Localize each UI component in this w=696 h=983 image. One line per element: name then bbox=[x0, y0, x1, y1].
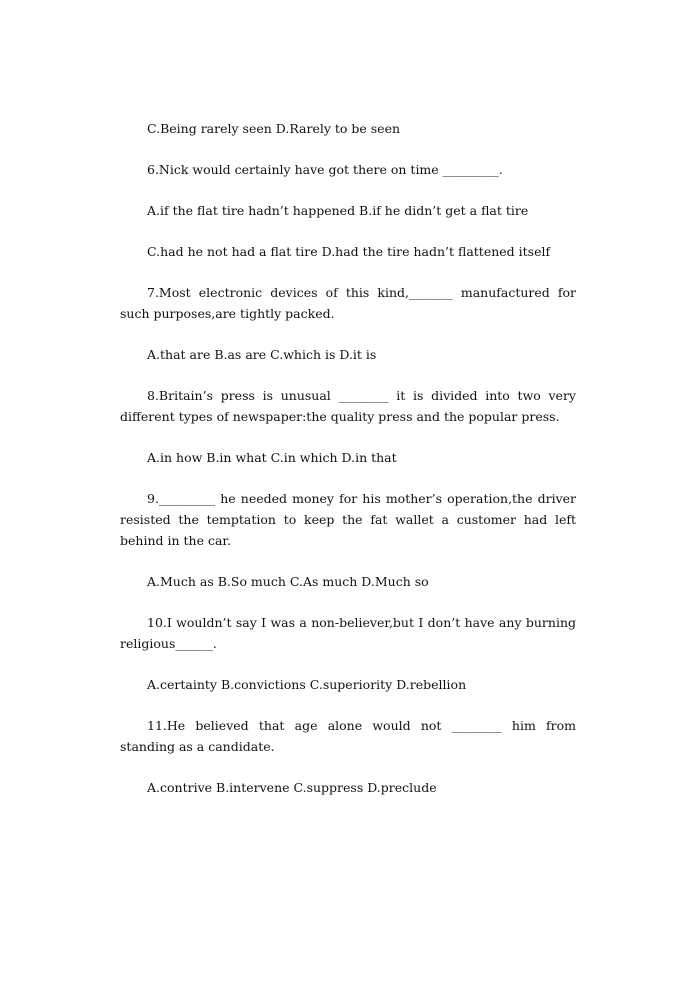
option-line-8: A.in how B.in what C.in which D.in that bbox=[147, 450, 397, 465]
option-line-5-cd: C.Being rarely seen D.Rarely to be seen bbox=[147, 121, 401, 136]
option-line-6-ab: A.if the flat tire hadn’t happened B.if he didn’t get a flat tire bbox=[147, 203, 529, 218]
question-10: 10.I wouldn’t say I was a non-believer,but I don’t have any burning religious______. bbox=[120, 615, 580, 651]
question-11: 11.He believed that age alone would not ________ him from standing as a candidate. bbox=[120, 718, 580, 754]
question-7: 7.Most electronic devices of this kind,_______ manufactured for such purposes,are tightly packed. bbox=[120, 285, 580, 321]
option-line-11: A.contrive B.intervene C.suppress D.preclude bbox=[147, 780, 437, 795]
option-line-10: A.certainty B.convictions C.superiority D.rebellion bbox=[147, 677, 467, 692]
question-8: 8.Britain’s press is unusual ________ it is divided into two very different types of newspaper:the quality press and the popular press. bbox=[120, 388, 580, 424]
option-line-6-cd: C.had he not had a flat tire D.had the tire hadn’t flattened itself bbox=[147, 244, 551, 259]
option-line-9: A.Much as B.So much C.As much D.Much so bbox=[147, 574, 429, 589]
document-body bbox=[120, 118, 580, 818]
question-6: 6.Nick would certainly have got there on time _________. bbox=[147, 162, 503, 177]
option-line-7: A.that are B.as are C.which is D.it is bbox=[147, 347, 377, 362]
question-9: 9._________ he needed money for his mother’s operation,the driver resisted the temptation to keep the fat wallet a customer had left behind in the car. bbox=[120, 491, 580, 548]
